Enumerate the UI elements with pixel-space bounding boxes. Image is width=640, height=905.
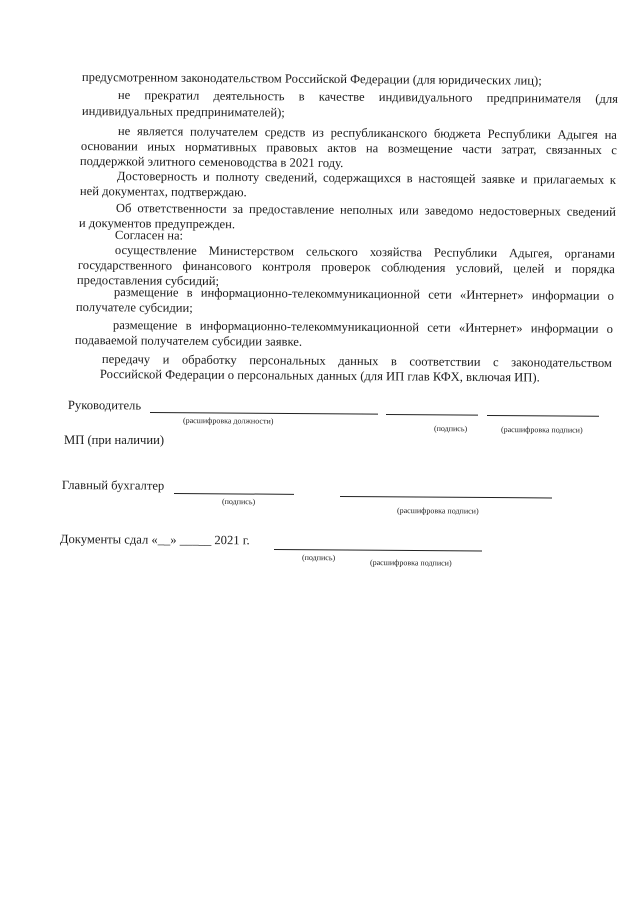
accountant-decoding-line [340,496,552,498]
head-decoding-line [487,415,599,417]
text-line: ней документах, подтверждаю. [79,184,247,200]
text-line: предоставления субсидий; [76,273,220,289]
text-line: индивидуальных предпринимателей); [81,104,285,120]
text-line: осуществление Министерством сельского хозяйства Республики Адыгея, органами [114,243,615,261]
head-position-line [150,412,378,415]
submitted-caption-signature: (подпись) [301,553,336,563]
text-line: получателе субсидии; [75,300,193,315]
text-line: и документов предупрежден. [78,216,236,232]
head-caption-position: (расшифровка должности) [182,416,274,426]
head-caption-signature: (подпись) [433,424,468,434]
text-line: предусмотренном законодательством Российской Федерации (для юридических лиц); [81,70,542,88]
text-line: основании иных нормативных правовых актов на возмещение части затрат, связанных с [80,139,617,158]
stamp-label: МП (при наличии) [64,433,165,447]
text-line: Об ответственности за предоставление неполных или заведомо недостоверных сведений [115,201,616,219]
text-line: передачу и обработку персональных данных в соответствии с законодательством [101,352,612,371]
text-line: подаваемой получателем субсидии заявке. [74,333,303,349]
text-line: размещение в информационно-телекоммуникационной сети «Интернет» информации о [112,318,613,336]
accountant-label: Главный бухгалтер [61,478,165,493]
text-line: поддержкой элитного семеноводства в 2021 году. [79,154,344,171]
submitted-caption-decoding: (расшифровка подписи) [369,558,452,568]
text-line: не является получателем средств из республиканского бюджета Республики Адыгея на [117,124,617,142]
head-caption-decoding: (расшифровка подписи) [500,425,583,435]
accountant-caption-signature: (подпись) [221,497,256,507]
text-line: Российской Федерации о персональных данных (для ИП глав КФХ, включая ИП). [99,367,540,385]
head-label: Руководитель [67,398,142,413]
text-line: государственного финансового контроля проверок соблюдения условий, целей и порядка [77,258,615,277]
text-line: не прекратил деятельность в качестве индивидуального предпринимателя (для [117,88,618,106]
submitted-signature-line [274,549,482,551]
head-signature-line [386,414,478,416]
text-line: Достоверность и полноту сведений, содержащихся в настоящей заявке и прилагаемых к [116,169,616,187]
text-line: размещение в информационно-телекоммуникационной сети «Интернет» информации о [113,285,614,303]
text-line: Согласен на: [114,228,184,243]
submitted-label: Документы сдал «__» _____ 2021 г. [59,532,250,548]
accountant-signature-line [174,493,294,495]
accountant-caption-decoding: (расшифровка подписи) [396,506,479,516]
